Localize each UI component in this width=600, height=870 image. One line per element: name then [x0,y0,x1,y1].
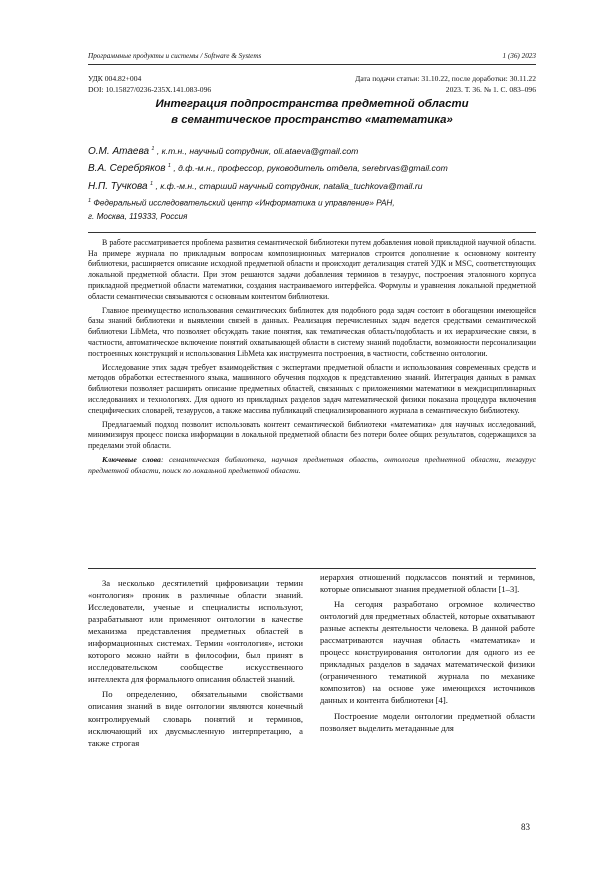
title-line-2: в семантическое пространство «математика» [171,113,453,126]
abstract-top-rule [88,232,536,233]
author-name: В.А. Серебряков [88,163,166,175]
keywords-text: : семантическая библиотека, научная предметная область, онтология предметной области, тезаурус предметной области, поиск по локальной предметной области. [88,455,536,476]
affiliation-mark: 1 [150,180,154,187]
author-details: , д.ф.-м.н., профессор, руководитель отдела, serebrvas@gmail.com [173,163,448,174]
abstract-bottom-rule [88,568,536,569]
affiliation-line-2: г. Москва, 119333, Россия [88,211,188,221]
affiliation-line-1: Федеральный исследовательский центр «Информатика и управление» РАН, [93,198,395,208]
journal-name: Программные продукты и системы / Software & Systems [88,52,262,60]
affiliation [88,195,536,223]
author-entry [88,177,536,194]
volume-pages: 2023. Т. 36. № 1. С. 083–096 [445,85,536,94]
author-list [88,142,536,194]
abstract-paragraph: В работе рассматривается проблема развития семантической библиотеки путем добавления новой прикладной научной области. На примере журнала по прикладным вопросам композиционных материалов строится дополнение к основному контенту библиотеки, расширяется описание исходной предметной области и происходит детализация статей УДК и MSC, соответствующих локальной предметной области. При этом решаются задачи добавления терминов в тезаурус, построения эталонного корпуса прикладной предметной области математики, создания настраиваемого интерфейса. Формулы и уравнения локальной предметной области семантически связываются с основным контентом библиотеки. [88,238,536,301]
body-paragraph: По определению, обязательными свойствами описания знаний в виде онтологии являются конечный контролируемый словарь понятий и терминов, исключающий их двусмысленную интерпретацию, а также строгая [88,689,303,748]
header-divider [88,64,536,65]
affiliation-mark: 1 [167,163,171,170]
page-number: 83 [521,822,530,832]
udc-code: УДК 004.82+004 [88,74,142,83]
body-paragraph: иерархия отношений подклассов понятий и терминов, которые описывают знания предметной области [1–3]. [320,572,535,595]
meta-row-1 [88,74,536,83]
meta-row-2 [88,85,536,94]
abstract-paragraph: Главное преимущество использования семантических библиотек для подобного рода задач состоит в обогащении имеющейся базы знаний библиотеки и выявлении связей в данных. Реализация перечисленных задач ведется средствами семантической библиотеки LibMeta, что позволяет обсуждать такие понятия, как тематическая область/подобласть и их иерархические связи, в частности, автоматическое включение понятий охватывающей области в систему знаний подобласти, возможности персонализации построенных конструкций и использования LibMeta как инструмента построения, в частности, собственно онтологии. [88,305,536,358]
doi: DOI: 10.15827/0236-235X.141.083-096 [88,85,212,94]
keywords [88,455,536,476]
body-paragraph: На сегодня разработано огромное количество онтологий для предметных областей, которые охватывают разные аспекты деятельности человека. В данной работе рассматриваются научная область «математика» и процесс конструирования онтологии для одного из ее прикладных разделов в задачах математической физики (ограниченного тематикой журнала по механике композитов) на основе уже имеющихся источников данных и контента библиотеки [4]. [320,599,535,706]
abstract [88,238,536,477]
running-header [88,52,536,60]
author-name: Н.П. Тучкова [88,180,148,192]
submission-dates: Дата подачи статьи: 31.10.22, после доработки: 30.11.22 [355,74,536,83]
author-entry [88,142,536,159]
keywords-label: Ключевые слова [102,455,161,465]
body-paragraph: За несколько десятилетий цифровизации термин «онтология» проник в различные области знаний. Исследователи, ученые и специалисты используют, разрабатывают или применяют онтологии в качестве механизма представления предметных областей в информационных системах. Термин «онтология», истоки которого можно найти в философии, был принят в исследовательском сообществе искусственного интеллекта для формального описания областей знаний. [88,578,303,685]
affiliation-mark: 1 [151,146,155,152]
issue-number: 1 (36) 2023 [502,52,536,60]
author-name: О.М. Атаева [88,145,150,157]
body-column-left [88,577,303,749]
author-entry [88,159,536,176]
body-column-right [320,571,535,734]
title-line-1: Интеграция подпространства предметной области [155,98,469,110]
author-details: , к.т.н., научный сотрудник, oli.ataeva@gmail.com [156,145,359,156]
body-paragraph: Построение модели онтологии предметной области позволяет выделить метаданные для [320,710,535,733]
author-details: , к.ф.-м.н., старший научный сотрудник, natalia_tuchkova@mail.ru [155,180,423,191]
article-title [88,97,536,128]
affiliation-mark: 1 [88,198,92,204]
abstract-paragraph: Исследование этих задач требует взаимодействия с экспертами предметной области и использования современных средств и методов обработки естественного языка, машинного обучения подходов к представлению знаний. Интеграция данных в рамках библиотеки позволяет расширять описание предметных областей, связанных с приложениями математики в междисциплинарных исследованиях и технологиях. Для одного из прикладных разделов задач математической физики показана процедура включения специфических словарей, тезаурусов, а также массива публикаций специализированного журнала в семантическую библиотеку. [88,362,536,415]
abstract-paragraph: Предлагаемый подход позволит использовать контент семантической библиотеки «математика» для научных исследований, минимизируя процесс поиска информации в локальной предметной области без потери более общих результатов, содержащихся за пределами этой области. [88,419,536,451]
